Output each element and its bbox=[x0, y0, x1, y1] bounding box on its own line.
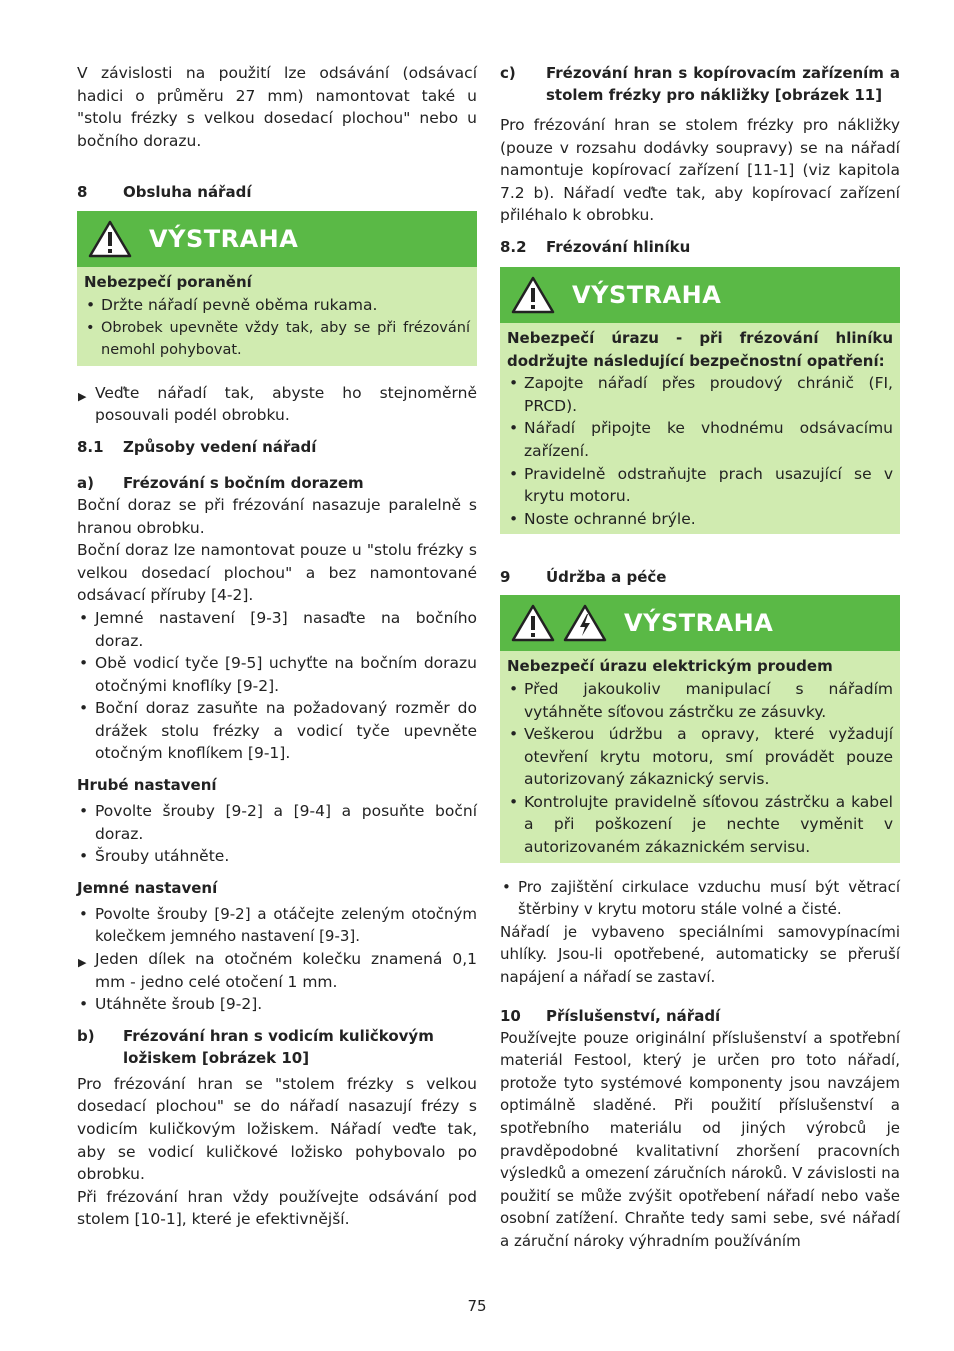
warning-header bbox=[500, 267, 900, 323]
list-item: • Pro zajištění cirkulace vzduchu musí být větrací štěrbiny v krytu motoru stále volné a čisté. bbox=[500, 876, 900, 921]
list-item: • Utáhněte šroub [9-2]. bbox=[77, 993, 477, 1016]
right-column bbox=[500, 62, 900, 1253]
subsection-c-heading: c) Frézování hran s kopírovacím zařízením a stolem frézky pro nákližky [obrázek 11] bbox=[500, 64, 900, 104]
paragraph: Pro frézování hran se stolem frézky pro nákližky (pouze v rozsahu dodávky soupravy) se na nářadí namontuje kopírovací zařízení [11-1] (viz kapitola 7.2 b). Nářadí veďte tak, aby kopírovací zařízení přiléhalo k obrobku. bbox=[500, 116, 900, 225]
list-item: • Noste ochranné brýle. bbox=[507, 508, 893, 531]
section-8-1-heading: 8.1 Způsoby vedení nářadí bbox=[77, 437, 317, 456]
list-item: • Obrobek upevněte vždy tak, aby se při frézování nemohl pohybovat. bbox=[84, 317, 470, 362]
warning-subheading: Nebezpečí úrazu - při frézování hliníku dodržujte následující bezpečnostní opatření: bbox=[507, 328, 893, 370]
warning-title: VÝSTRAHA bbox=[624, 609, 774, 638]
warning-box-aluminium bbox=[500, 267, 900, 534]
section-10-heading: 10 Příslušenství, nářadí bbox=[500, 1006, 721, 1025]
list-item: • Držte nářadí pevně oběma rukama. bbox=[84, 294, 470, 317]
list-item: • Povolte šrouby [9-2] a otáčejte zeleným otočným kolečkem jemného nastavení [9-3]. bbox=[77, 903, 477, 948]
paragraph: Používejte pouze originální příslušenství a spotřební materiál Festool, který je určen pro toto nářadí, protože tyto systémové komponenty jsou navzájem optimálně sladěné. Při použití příslušenství a spotřebního materiálu od jiných výrobců je pravděpodobné kvalitativní zhoršení pracovních výsledků a omezení záručních nároků. V závislosti na použití se může zvýšit opotřebení nářadí nebo vaše osobní zatížení. Chraňte tedy sami sebe, své nářadí a záruční nároky výhradním používáním bbox=[500, 1028, 900, 1250]
list-item: • Před jakoukoliv manipulací s nářadím vytáhněte síťovou zástrčku ze zásuvky. bbox=[507, 678, 893, 723]
warning-title: VÝSTRAHA bbox=[149, 225, 299, 254]
list-item: • Kontrolujte pravidelně síťovou zástrčku a kabel a při poškození je nechte vyměnit v autorizovaném zákaznickém servisu. bbox=[507, 791, 893, 859]
warning-triangle-icon bbox=[510, 603, 556, 643]
warning-header bbox=[77, 211, 477, 267]
instruction-arrow: ▶ Veďte nářadí tak, abyste ho stejnoměrně posouvali podél obrobku. bbox=[77, 382, 477, 427]
list-item: • Zapojte nářadí přes proudový chránič (FI, PRCD). bbox=[507, 372, 893, 417]
paragraph: Boční doraz se při frézování nasazuje paralelně s hranou obrobku. bbox=[77, 495, 477, 537]
paragraph: Při frézování hran vždy používejte odsávání pod stolem [10-1], které je efektivnější. bbox=[77, 1187, 477, 1229]
paragraph: Nářadí je vybaveno speciálními samovypínacími uhlíky. Jsou-li opotřebené, automaticky se přeruší napájení a nářadí se zastaví. bbox=[500, 922, 900, 987]
page-number: 75 bbox=[467, 1297, 487, 1315]
section-8-2-heading: 8.2 Frézování hliníku bbox=[500, 237, 691, 256]
list-item: • Veškerou údržbu a opravy, které vyžadují otevření krytu motoru, smí provádět pouze autorizovaný zákaznický servis. bbox=[507, 723, 893, 791]
warning-triangle-icon bbox=[510, 275, 556, 315]
subheading-fine: Jemné nastavení bbox=[77, 878, 218, 897]
list-item: • Povolte šrouby [9-2] a [9-4] a posuňte boční doraz. bbox=[77, 800, 477, 845]
paragraph: Boční doraz lze namontovat pouze u "stolu frézky s velkou dosedací plochou" a bez namontované odsávací příruby [4-2]. bbox=[77, 541, 477, 605]
subsection-b-heading: b) Frézování hran s vodicím kuličkovým ložiskem [obrázek 10] bbox=[77, 1026, 434, 1067]
subsection-a-heading: a) Frézování s bočním dorazem bbox=[77, 473, 364, 492]
subheading-coarse: Hrubé nastavení bbox=[77, 776, 217, 795]
warning-title: VÝSTRAHA bbox=[572, 280, 722, 309]
list-item: • Jemné nastavení [9-3] nasaďte na bočního doraz. bbox=[77, 607, 477, 652]
instruction-arrow: ▶ Jeden dílek na otočném kolečku znamená 0,1 mm - jedno celé otočení 1 mm. bbox=[77, 948, 477, 993]
warning-triangle-icon bbox=[87, 219, 133, 259]
left-column bbox=[77, 62, 477, 1231]
list-item: • Obě vodicí tyče [9-5] uchyťte na bočním dorazu otočnými knoflíky [9-2]. bbox=[77, 652, 477, 697]
list-item: • Nářadí připojte ke vhodnému odsávacímu zařízení. bbox=[507, 417, 893, 462]
paragraph: Pro frézování hran se "stolem frézky s velkou dosedací plochou" se do nářadí nasazují frézy s vodicím kuličkovým ložiskem. Nářadí veďte tak, aby se vodicí kuličkové ložisko pohybovalo po obrobku. bbox=[77, 1074, 477, 1184]
list-item: • Šrouby utáhněte. bbox=[77, 845, 477, 868]
list-item: • Boční doraz zasuňte na požadovaný rozměr do drážek stolu frézky a vodicí tyče upevněte otočným knoflíkem [9-1]. bbox=[77, 697, 477, 765]
warning-box-electric bbox=[500, 595, 900, 862]
list-item: • Pravidelně odstraňujte prach usazující se v krytu motoru. bbox=[507, 463, 893, 508]
warning-subheading: Nebezpečí poranění bbox=[84, 273, 252, 292]
intro-paragraph: V závislosti na použití lze odsávání (odsávací hadici o průměru 27 mm) namontovat také u "stolu frézky s velkou dosedací plochou" nebo u bočního dorazu. bbox=[77, 64, 477, 150]
section-9-heading: 9 Údržba a péče bbox=[500, 568, 667, 587]
warning-subheading: Nebezpečí úrazu elektrickým proudem bbox=[507, 657, 833, 676]
section-8-heading: 8 Obsluha nářadí bbox=[77, 183, 252, 202]
electric-hazard-icon bbox=[562, 603, 608, 643]
warning-box-injury bbox=[77, 211, 477, 365]
warning-header bbox=[500, 595, 900, 651]
